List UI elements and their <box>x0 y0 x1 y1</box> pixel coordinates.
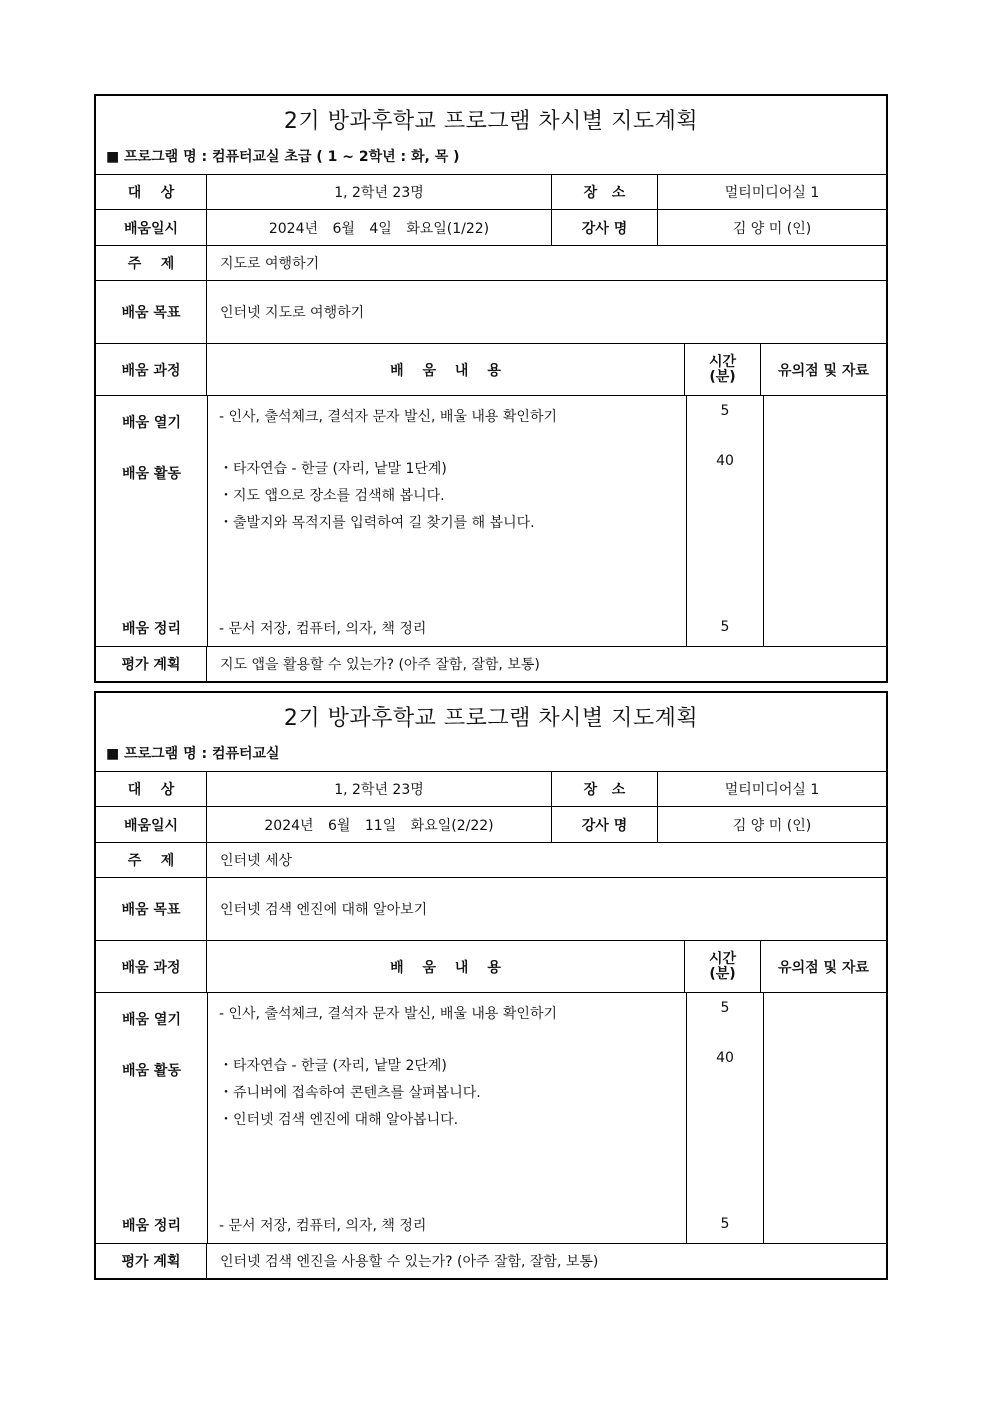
time-activity: 40 <box>716 453 734 469</box>
stage-close: 배움 정리 <box>122 621 181 637</box>
teacher-value: 김 양 미 (인) <box>732 817 812 834</box>
row-date <box>96 807 886 843</box>
place-value: 멀티미디어실 1 <box>724 782 820 798</box>
goal-label: 배움 목표 <box>96 281 207 343</box>
teacher-label: 강사 명 <box>552 807 658 842</box>
topic-value: 지도로 여행하기 <box>220 256 320 272</box>
evaluation-label: 평가 계획 <box>96 1244 207 1278</box>
topic-label: 주 제 <box>96 843 207 877</box>
stage-close: 배움 정리 <box>122 1218 181 1234</box>
content-column <box>208 993 687 1243</box>
content-column <box>208 396 687 646</box>
place-label: 장 소 <box>552 175 658 209</box>
topic-value: 인터넷 세상 <box>220 853 293 869</box>
stage-column <box>96 396 208 646</box>
row-topic <box>96 843 886 878</box>
notes-column <box>764 396 886 646</box>
target-label: 대 상 <box>96 772 207 806</box>
time-activity: 40 <box>716 1050 734 1066</box>
content-activity-1: ・타자연습 - 한글 (자리, 낱말 2단계) <box>219 1058 447 1074</box>
content-activity-3: ・인터넷 검색 엔진에 대해 알아봅니다. <box>219 1112 459 1128</box>
time-header <box>685 941 761 992</box>
time-close: 5 <box>720 619 730 635</box>
stage-open: 배움 열기 <box>122 1012 181 1028</box>
row-evaluation <box>96 1244 886 1278</box>
lesson-plan-1 <box>94 94 888 683</box>
plan-title: 2기 방과후학교 프로그램 차시별 지도계획 <box>283 109 699 134</box>
row-process-header <box>96 344 886 396</box>
content-activity-1: ・타자연습 - 한글 (자리, 낱말 1단계) <box>219 461 447 477</box>
date-label: 배움일시 <box>96 807 207 842</box>
time-header <box>685 344 761 395</box>
time-header-line2: (분) <box>709 368 736 385</box>
time-column <box>687 993 764 1243</box>
row-goal <box>96 878 886 941</box>
process-body <box>96 993 886 1244</box>
row-topic <box>96 246 886 281</box>
row-target <box>96 175 886 210</box>
time-close: 5 <box>720 1216 730 1232</box>
row-date <box>96 210 886 246</box>
content-header: 배 움 내 용 <box>207 344 685 395</box>
plan-title: 2기 방과후학교 프로그램 차시별 지도계획 <box>283 706 699 731</box>
time-header-line1: 시간 <box>708 950 737 967</box>
content-open: - 인사, 출석체크, 결석자 문자 발신, 배울 내용 확인하기 <box>219 409 558 425</box>
content-close: - 문서 저장, 컴퓨터, 의자, 책 정리 <box>219 1218 427 1234</box>
content-open: - 인사, 출석체크, 결석자 문자 발신, 배울 내용 확인하기 <box>219 1006 558 1022</box>
goal-value: 인터넷 검색 엔진에 대해 알아보기 <box>220 902 428 918</box>
evaluation-label: 평가 계획 <box>96 647 207 681</box>
plan-header <box>96 693 886 772</box>
content-activity-2: ・쥬니버에 접속하여 콘텐츠를 살펴봅니다. <box>219 1085 481 1101</box>
program-name: ■ 프로그램 명 : 컴퓨터교실 <box>106 746 280 762</box>
row-process-header <box>96 941 886 993</box>
target-label: 대 상 <box>96 175 207 209</box>
teacher-value: 김 양 미 (인) <box>732 220 812 237</box>
evaluation-value: 지도 앱을 활용할 수 있는가? (아주 잘함, 잘함, 보통) <box>220 657 540 673</box>
topic-label: 주 제 <box>96 246 207 280</box>
stage-open: 배움 열기 <box>122 415 181 431</box>
row-target <box>96 772 886 807</box>
plan-header <box>96 96 886 175</box>
time-open: 5 <box>720 1000 730 1016</box>
process-label: 배움 과정 <box>96 344 207 395</box>
content-header: 배 움 내 용 <box>207 941 685 992</box>
place-value: 멀티미디어실 1 <box>724 185 820 201</box>
process-body <box>96 396 886 647</box>
date-label: 배움일시 <box>96 210 207 245</box>
time-open: 5 <box>720 403 730 419</box>
notes-column <box>764 993 886 1243</box>
evaluation-value: 인터넷 검색 엔진을 사용할 수 있는가? (아주 잘함, 잘함, 보통) <box>220 1254 599 1270</box>
date-value: 2024년 6월 11일 화요일(2/22) <box>207 807 552 842</box>
date-value: 2024년 6월 4일 화요일(1/22) <box>207 210 552 245</box>
lesson-plan-2 <box>94 691 888 1280</box>
row-evaluation <box>96 647 886 681</box>
stage-activity: 배움 활동 <box>122 1063 181 1079</box>
time-column <box>687 396 764 646</box>
process-label: 배움 과정 <box>96 941 207 992</box>
stage-activity: 배움 활동 <box>122 466 181 482</box>
stage-column <box>96 993 208 1243</box>
notes-header: 유의점 및 자료 <box>778 362 869 379</box>
content-activity-3: ・출발지와 목적지를 입력하여 길 찾기를 해 봅니다. <box>219 515 535 531</box>
notes-header: 유의점 및 자료 <box>778 959 869 976</box>
program-name: ■ 프로그램 명 : 컴퓨터교실 초급 ( 1 ~ 2학년 : 화, 목 ) <box>106 149 460 165</box>
content-close: - 문서 저장, 컴퓨터, 의자, 책 정리 <box>219 621 427 637</box>
teacher-label: 강사 명 <box>552 210 658 245</box>
goal-value: 인터넷 지도로 여행하기 <box>220 305 365 321</box>
row-goal <box>96 281 886 344</box>
content-activity-2: ・지도 앱으로 장소를 검색해 봅니다. <box>219 488 445 504</box>
time-header-line2: (분) <box>709 965 736 982</box>
target-value: 1, 2학년 23명 <box>207 772 552 806</box>
target-value: 1, 2학년 23명 <box>207 175 552 209</box>
goal-label: 배움 목표 <box>96 878 207 940</box>
place-label: 장 소 <box>552 772 658 806</box>
time-header-line1: 시간 <box>708 353 737 370</box>
